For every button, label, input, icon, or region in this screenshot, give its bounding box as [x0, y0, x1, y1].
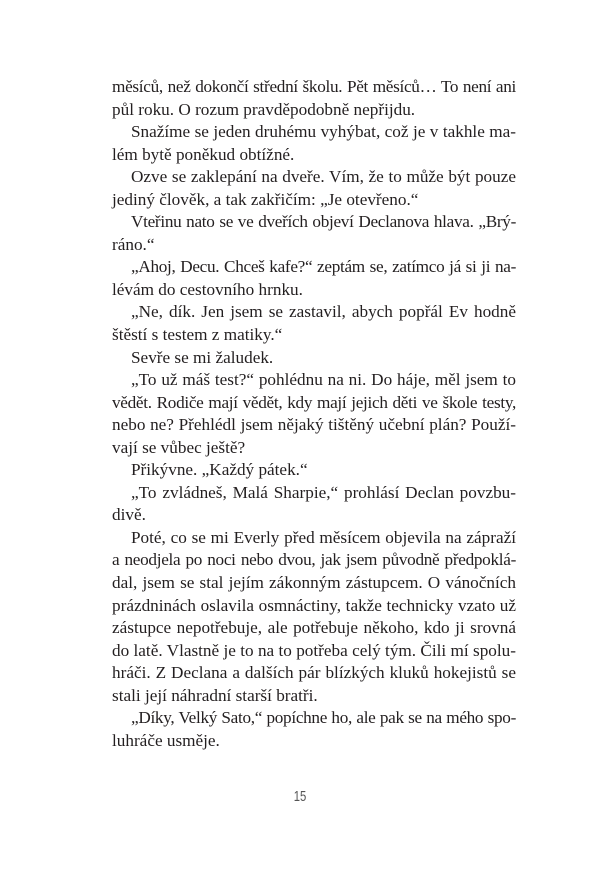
text-line: „To zvládneš, Malá Sharpie,“ prohlásí Declan povzbu- — [131, 482, 516, 502]
text-line: Snažíme se jeden druhému vyhýbat, což je v takhle ma- — [131, 122, 516, 142]
text-line: ráno.“ — [112, 234, 155, 254]
text-line: a neodjela po noci nebo dvou, jak jsem původně předpoklá- — [112, 550, 516, 570]
text-line: „Ne, dík. Jen jsem se zastavil, abych popřál Ev hodně — [131, 302, 516, 322]
text-line: lém bytě poněkud obtížné. — [112, 144, 295, 164]
paragraph — [112, 482, 516, 527]
text-line: zástupce nepotřebuje, ale potřebuje někoho, kdo ji srovná — [112, 618, 516, 638]
text-line: lévám do cestovního hrnku. — [112, 279, 303, 299]
text-line: Sevře se mi žaludek. — [131, 347, 274, 367]
text-line: Ozve se zaklepání na dveře. Vím, že to může být pouze — [131, 167, 516, 187]
paragraph — [112, 301, 516, 346]
text-line: vědět. Rodiče mají vědět, kdy mají jejich děti ve škole testy, — [112, 392, 516, 412]
text-line: jediný člověk, a tak zakřičím: „Je otevřeno.“ — [112, 189, 419, 209]
text-line: nebo ne? Přehlédl jsem nějaký tištěný učební plán? Použí- — [112, 415, 516, 435]
paragraph — [112, 459, 516, 482]
text-line: divě. — [112, 505, 146, 525]
text-line: Vteřinu nato se ve dveřích objeví Declanova hlava. „Brý- — [131, 212, 516, 232]
paragraph — [112, 369, 516, 459]
text-line: vají se vůbec ještě? — [112, 437, 246, 457]
text-line: půl roku. O rozum pravděpodobně nepřijdu. — [112, 99, 416, 119]
body-text — [112, 76, 516, 752]
text-line: Přikývne. „Každý pátek.“ — [131, 460, 308, 480]
paragraph — [112, 121, 516, 166]
text-line: „To už máš test?“ pohlédnu na ni. Do háje, měl jsem to — [131, 370, 516, 390]
paragraph — [112, 347, 516, 370]
text-line: hráči. Z Declana a dalších pár blízkých kluků hokejistů se — [112, 663, 516, 683]
paragraph — [112, 166, 516, 211]
paragraph — [112, 256, 516, 301]
text-line: stali její náhradní starší bratři. — [112, 685, 318, 705]
text-line: „Ahoj, Decu. Chceš kafe?“ zeptám se, zatímco já si ji na- — [131, 257, 516, 277]
text-line: do latě. Vlastně je to na to potřeba celý tým. Čili mí spolu- — [112, 640, 516, 660]
page-number: 15 — [293, 788, 307, 805]
paragraph — [112, 211, 516, 256]
text-line: Poté, co se mi Everly před měsícem objevila na zápraží — [131, 527, 516, 547]
paragraph — [112, 76, 516, 121]
paragraph — [112, 707, 516, 752]
text-line: luhráče usměje. — [112, 730, 220, 750]
text-line: štěstí s testem z matiky.“ — [112, 325, 283, 345]
paragraph — [112, 527, 516, 707]
text-line: prázdninách oslavila osmnáctiny, takže technicky vzato už — [112, 595, 516, 615]
text-line: dal, jsem se stal jejím zákonným zástupcem. O vánočních — [112, 573, 516, 593]
text-line: „Díky, Velký Sato,“ popíchne ho, ale pak se na mého spo- — [131, 708, 516, 728]
text-line: měsíců, než dokončí střední školu. Pět měsíců… To není ani — [112, 77, 516, 96]
